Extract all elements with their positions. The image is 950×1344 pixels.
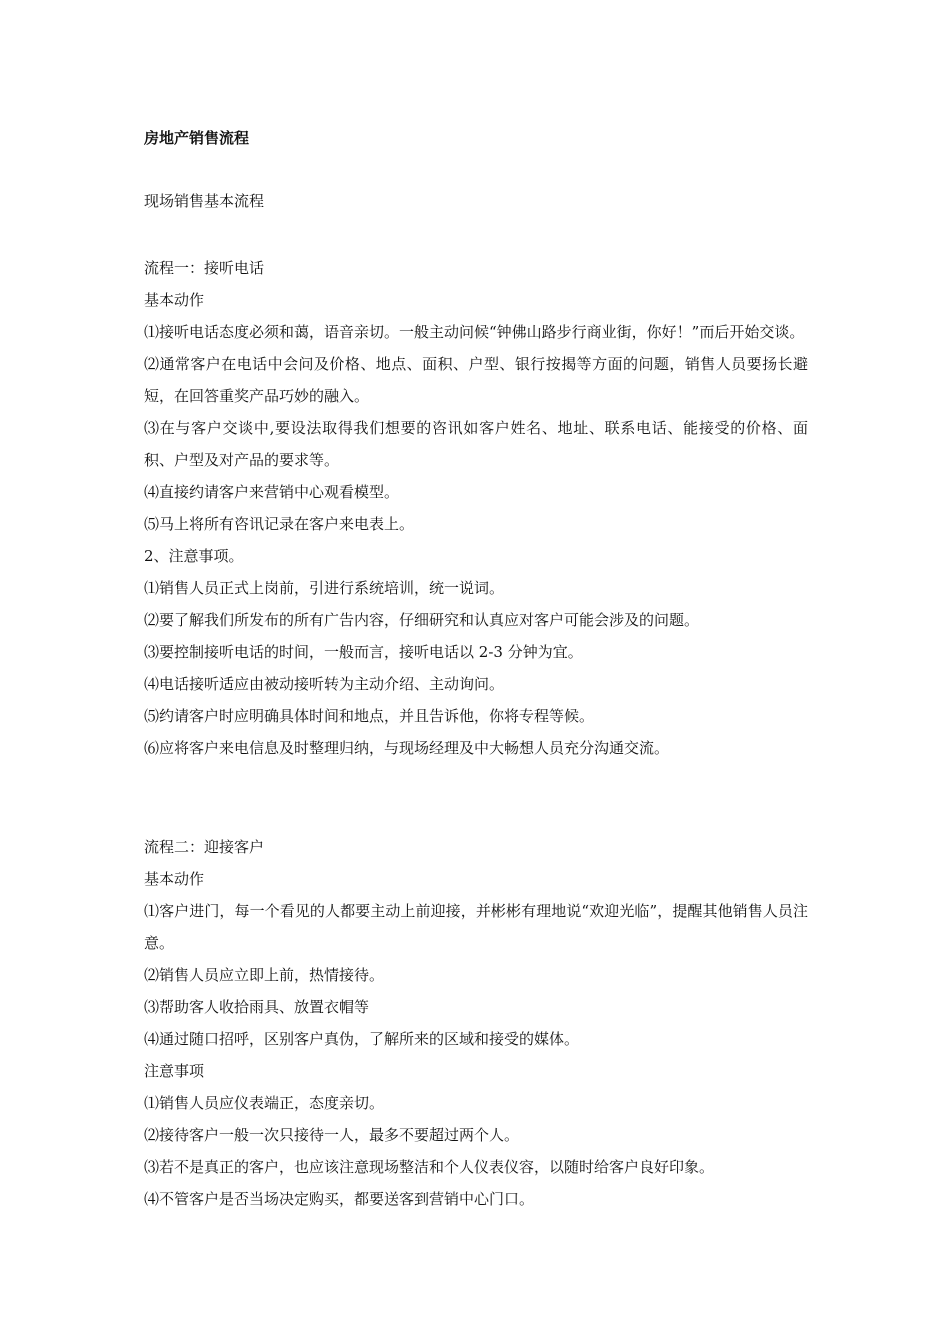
section-heading: 流程二：迎接客户	[144, 838, 265, 856]
notes-label: 2、注意事项。	[144, 547, 244, 565]
list-item: ⑴客户进门，每一个看见的人都要主动上前迎接，并彬彬有理地说“欢迎光临”，提醒其他销售人员注意。	[144, 902, 808, 952]
list-item: ⑵通常客户在电话中会问及价格、地点、面积、户型、银行按揭等方面的问题，销售人员要扬长避短，在回答重奖产品巧妙的融入。	[144, 355, 808, 405]
section-answer-phone	[144, 252, 808, 764]
list-item: ⑶若不是真正的客户，也应该注意现场整洁和个人仪表仪容，以随时给客户良好印象。	[144, 1158, 715, 1176]
list-item: ⑵销售人员应立即上前，热情接待。	[144, 966, 385, 984]
list-item: ⑷不管客户是否当场决定购买，都要送客到营销中心门口。	[144, 1190, 535, 1208]
list-item: ⑵接待客户一般一次只接待一人，最多不要超过两个人。	[144, 1126, 520, 1144]
list-item: ⑶要控制接听电话的时间，一般而言，接听电话以 2-3 分钟为宜。	[144, 643, 583, 661]
list-item: ⑴接听电话态度必须和蔼，语音亲切。一般主动问候“钟佛山路步行商业街，你好！”而后开始交谈。	[144, 323, 805, 341]
list-item: ⑷通过随口招呼，区别客户真伪，了解所来的区域和接受的媒体。	[144, 1030, 580, 1048]
document-title: 房地产销售流程	[144, 129, 250, 147]
list-item: ⑹应将客户来电信息及时整理归纳，与现场经理及中大畅想人员充分沟通交流。	[144, 739, 670, 757]
list-item: ⑶在与客户交谈中,要设法取得我们想要的咨讯如客户姓名、地址、联系电话、能接受的价格、面积、户型及对产品的要求等。	[144, 419, 808, 469]
section-heading: 流程一：接听电话	[144, 259, 265, 277]
list-item: ⑵要了解我们所发布的所有广告内容，仔细研究和认真应对客户可能会涉及的问题。	[144, 611, 700, 629]
section-greet-customer	[144, 831, 808, 1215]
document-subtitle: 现场销售基本流程	[144, 192, 265, 210]
basic-actions-label: 基本动作	[144, 291, 205, 309]
basic-actions-label: 基本动作	[144, 870, 205, 888]
list-item: ⑴销售人员应仪表端正，态度亲切。	[144, 1094, 385, 1112]
list-item: ⑸马上将所有咨讯记录在客户来电表上。	[144, 515, 415, 533]
notes-label: 注意事项	[144, 1062, 205, 1080]
list-item: ⑷电话接听适应由被动接听转为主动介绍、主动询问。	[144, 675, 505, 693]
list-item: ⑷直接约请客户来营销中心观看模型。	[144, 483, 400, 501]
list-item: ⑴销售人员正式上岗前，引进行系统培训，统一说词。	[144, 579, 505, 597]
list-item: ⑶帮助客人收拾雨具、放置衣帽等	[144, 998, 370, 1016]
list-item: ⑸约请客户时应明确具体时间和地点，并且告诉他，你将专程等候。	[144, 707, 595, 725]
